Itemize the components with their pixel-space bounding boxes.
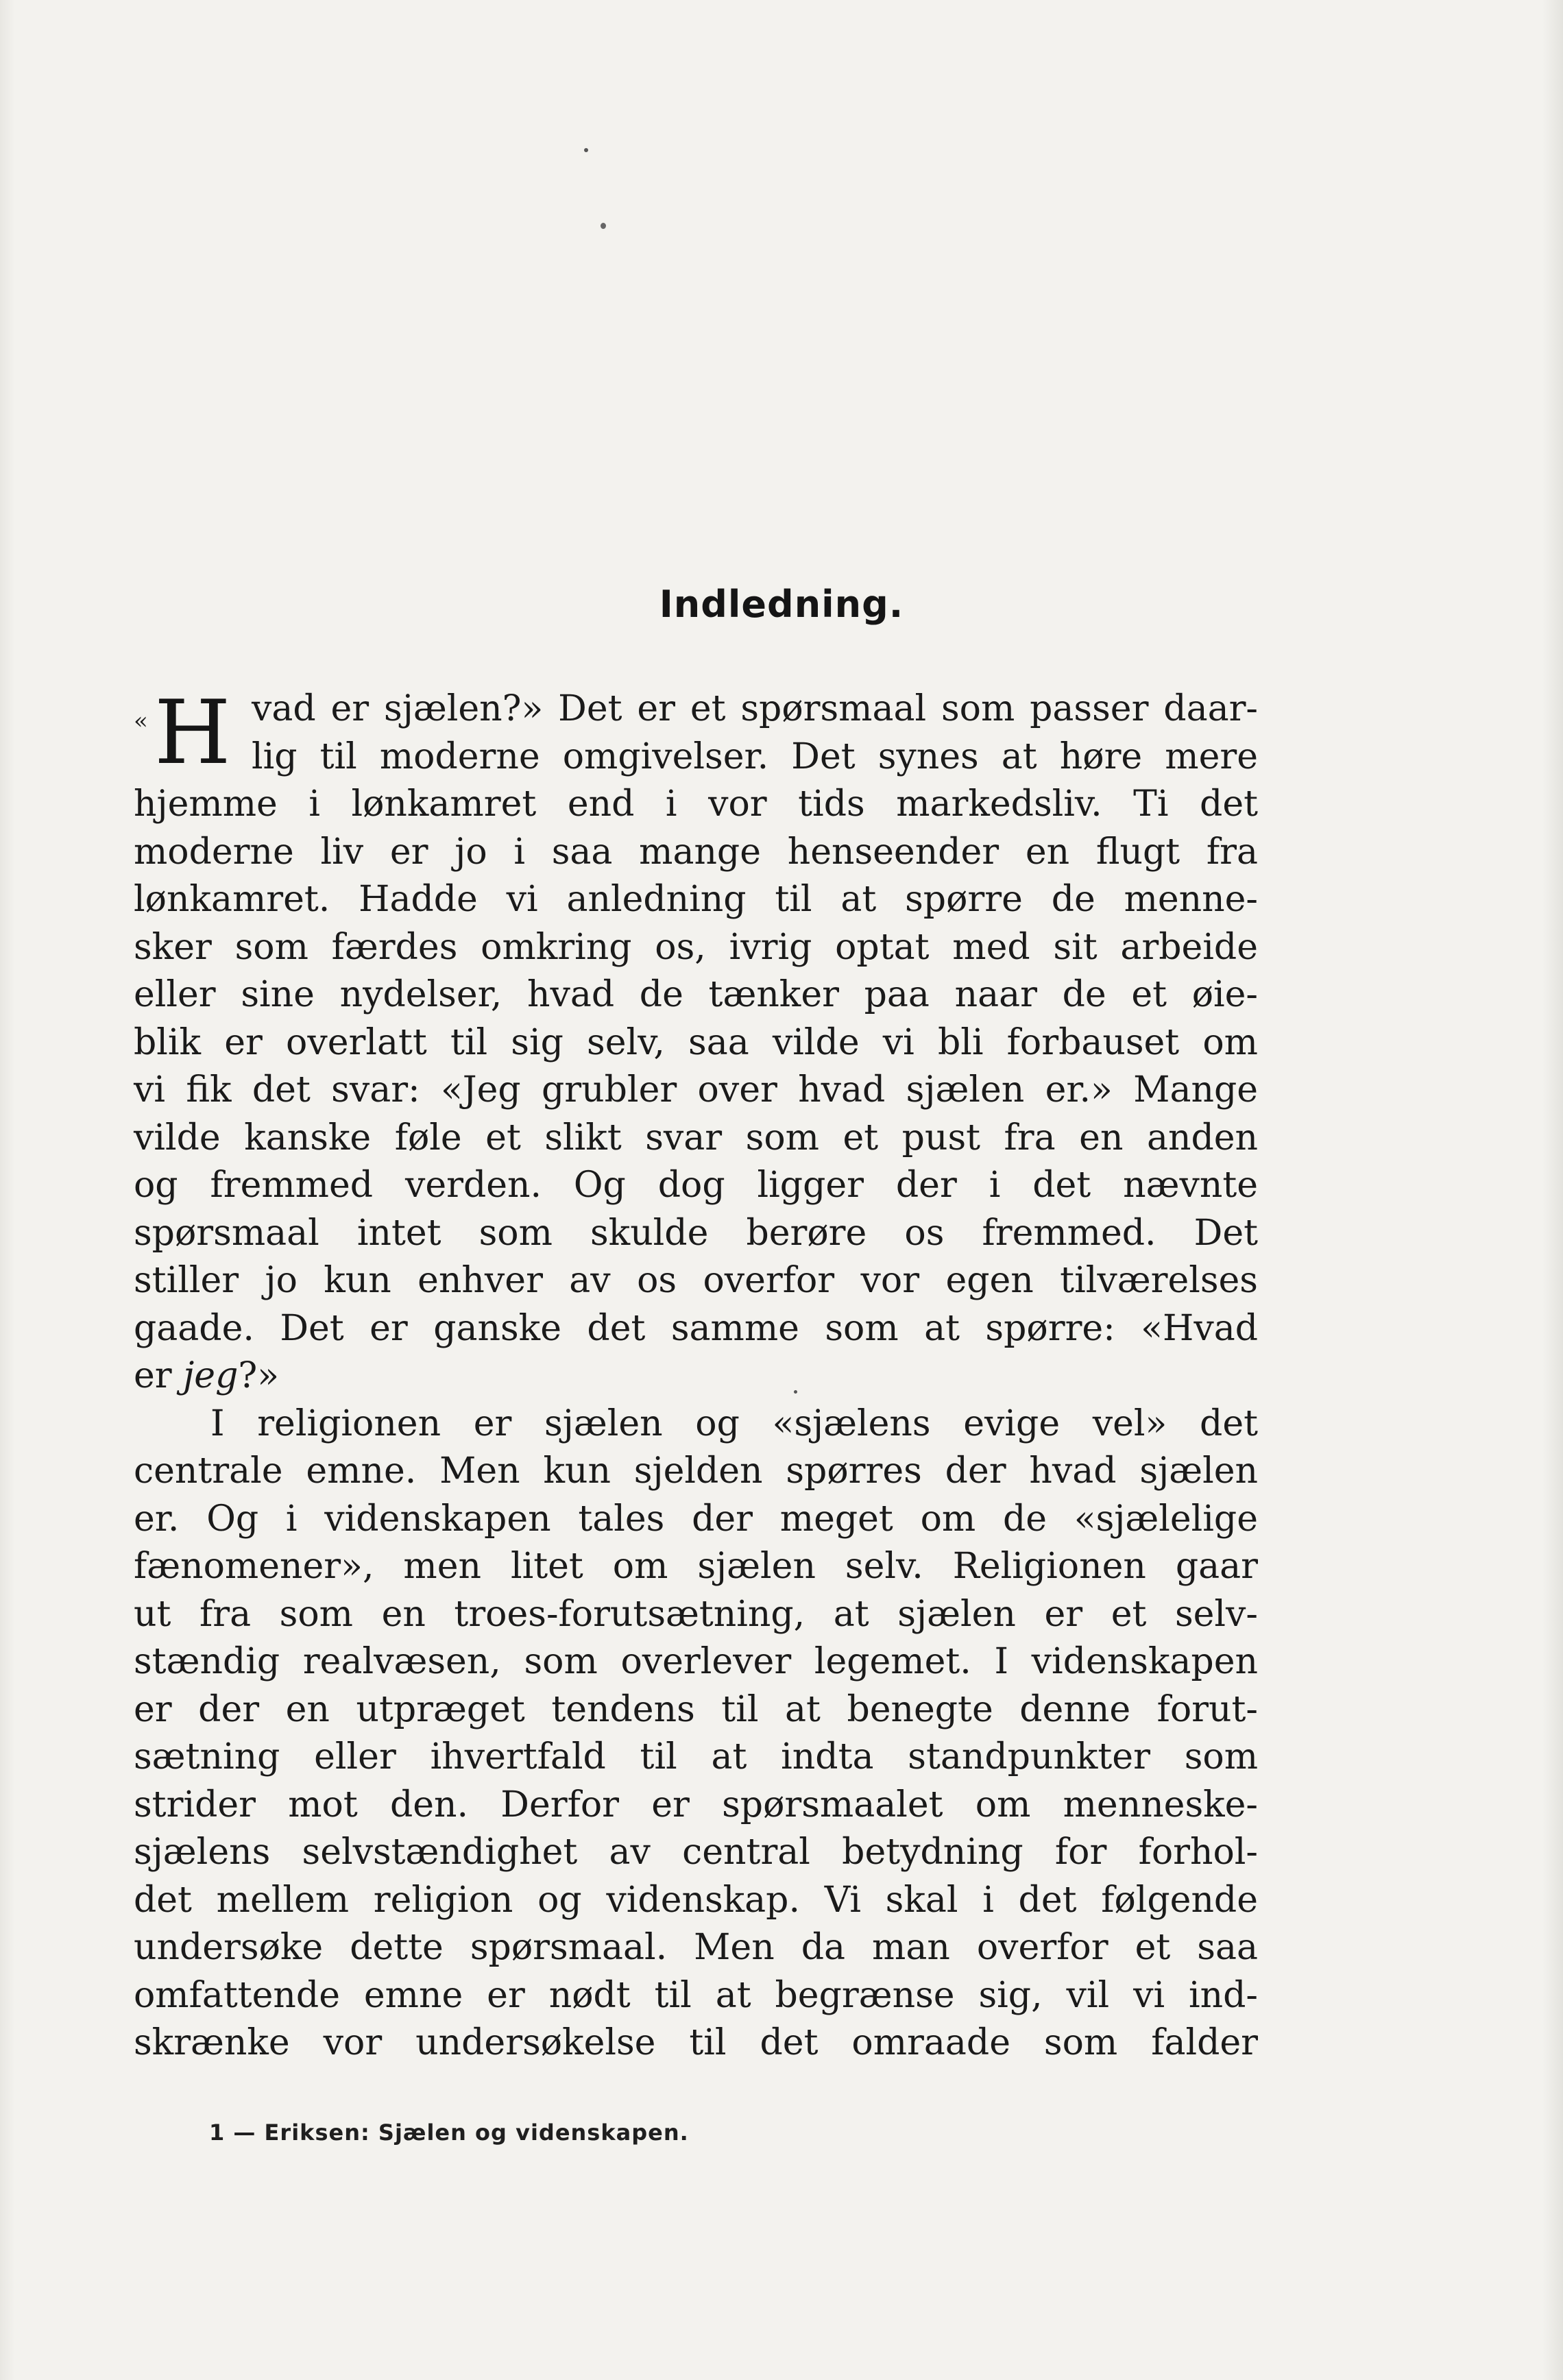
text-line: og fremmed verden. Og dog ligger der i det nævnte [134, 1165, 1258, 1206]
drop-cap-quote: « [134, 707, 148, 735]
text-line: blik er overlatt til sig selv, saa vilde vi bli forbauset om [134, 1021, 1258, 1063]
paragraph-1 [134, 682, 1258, 1400]
text-line: sætning eller ihvertfald til at indta standpunkter som [134, 1736, 1258, 1777]
text-line: stiller jo kun enhver av os overfor vor egen tilværelses [134, 1260, 1258, 1301]
text-line: skrænke vor undersøkelse til det omraade som falder [134, 2022, 1258, 2063]
text-line: eller sine nydelser, hvad de tænker paa naar de et øie- [134, 974, 1258, 1015]
text-line-last [134, 1352, 1258, 1400]
paper-speck [584, 148, 588, 152]
text-line: spørsmaal intet som skulde berøre os fremmed. Det [134, 1212, 1258, 1254]
page-footer-signature: 1 — Eriksen: Sjælen og videnskapen. [209, 2120, 689, 2146]
text-line: det mellem religion og videnskap. Vi skal i det følgende [134, 1879, 1258, 1921]
text-line: lønkamret. Hadde vi anledning til at spørre de menne- [134, 879, 1258, 920]
text-line: er der en utpræget tendens til at benegte denne forut- [134, 1688, 1258, 1730]
paper-speck [601, 223, 606, 229]
chapter-heading: Indledning. [659, 583, 904, 626]
text-line: ut fra som en troes-forutsætning, at sjælen er et selv- [134, 1593, 1258, 1635]
text-line: vi fik det svar: «Jeg grubler over hvad sjælen er.» Mange [134, 1069, 1258, 1110]
drop-cap: H [154, 682, 231, 784]
text-line: sjælens selvstændighet av central betydning for forhol- [134, 1832, 1258, 1873]
text-line: hjemme i lønkamret end i vor tids markedsliv. Ti det [134, 784, 1258, 825]
text-line: I religionen er sjælen og «sjælens evige vel» det [210, 1402, 1258, 1444]
text-line: fænomener», men litet om sjælen selv. Religionen gaar [134, 1546, 1258, 1587]
text-line: gaade. Det er ganske det samme som at spørre: «Hvad [134, 1307, 1258, 1349]
text-line: strider mot den. Derfor er spørsmaalet om menneske- [134, 1784, 1258, 1825]
text-line: stændig realvæsen, som overlever legemet. I videnskapen [134, 1641, 1258, 1682]
paragraph-2 [134, 1400, 1258, 2067]
text-line: moderne liv er jo i saa mange henseender en flugt fra [134, 831, 1258, 873]
text-line: sker som færdes omkring os, ivrig optat med sit arbeide [134, 926, 1258, 968]
emphasized-word: jeg [183, 1355, 239, 1396]
text-line: vilde kanske føle et slikt svar som et pust fra en anden [134, 1117, 1258, 1158]
last-line-suffix: ?» [238, 1355, 280, 1396]
text-line: undersøke dette spørsmaal. Men da man overfor et saa [134, 1927, 1258, 1968]
page-left-edge [0, 0, 15, 2380]
last-line-prefix: er [134, 1355, 184, 1396]
page-right-edge [1542, 0, 1563, 2380]
text-line: centrale emne. Men kun sjelden spørres der hvad sjælen [134, 1450, 1258, 1492]
text-line: lig til moderne omgivelser. Det synes at høre mere [252, 736, 1258, 777]
text-line: vad er sjælen?» Det er et spørsmaal som passer daar- [252, 688, 1258, 729]
text-line: omfattende emne er nødt til at begrænse sig, vil vi ind- [134, 1974, 1258, 2016]
text-line: er. Og i videnskapen tales der meget om de «sjælelige [134, 1498, 1258, 1540]
body-text [134, 682, 1258, 2067]
